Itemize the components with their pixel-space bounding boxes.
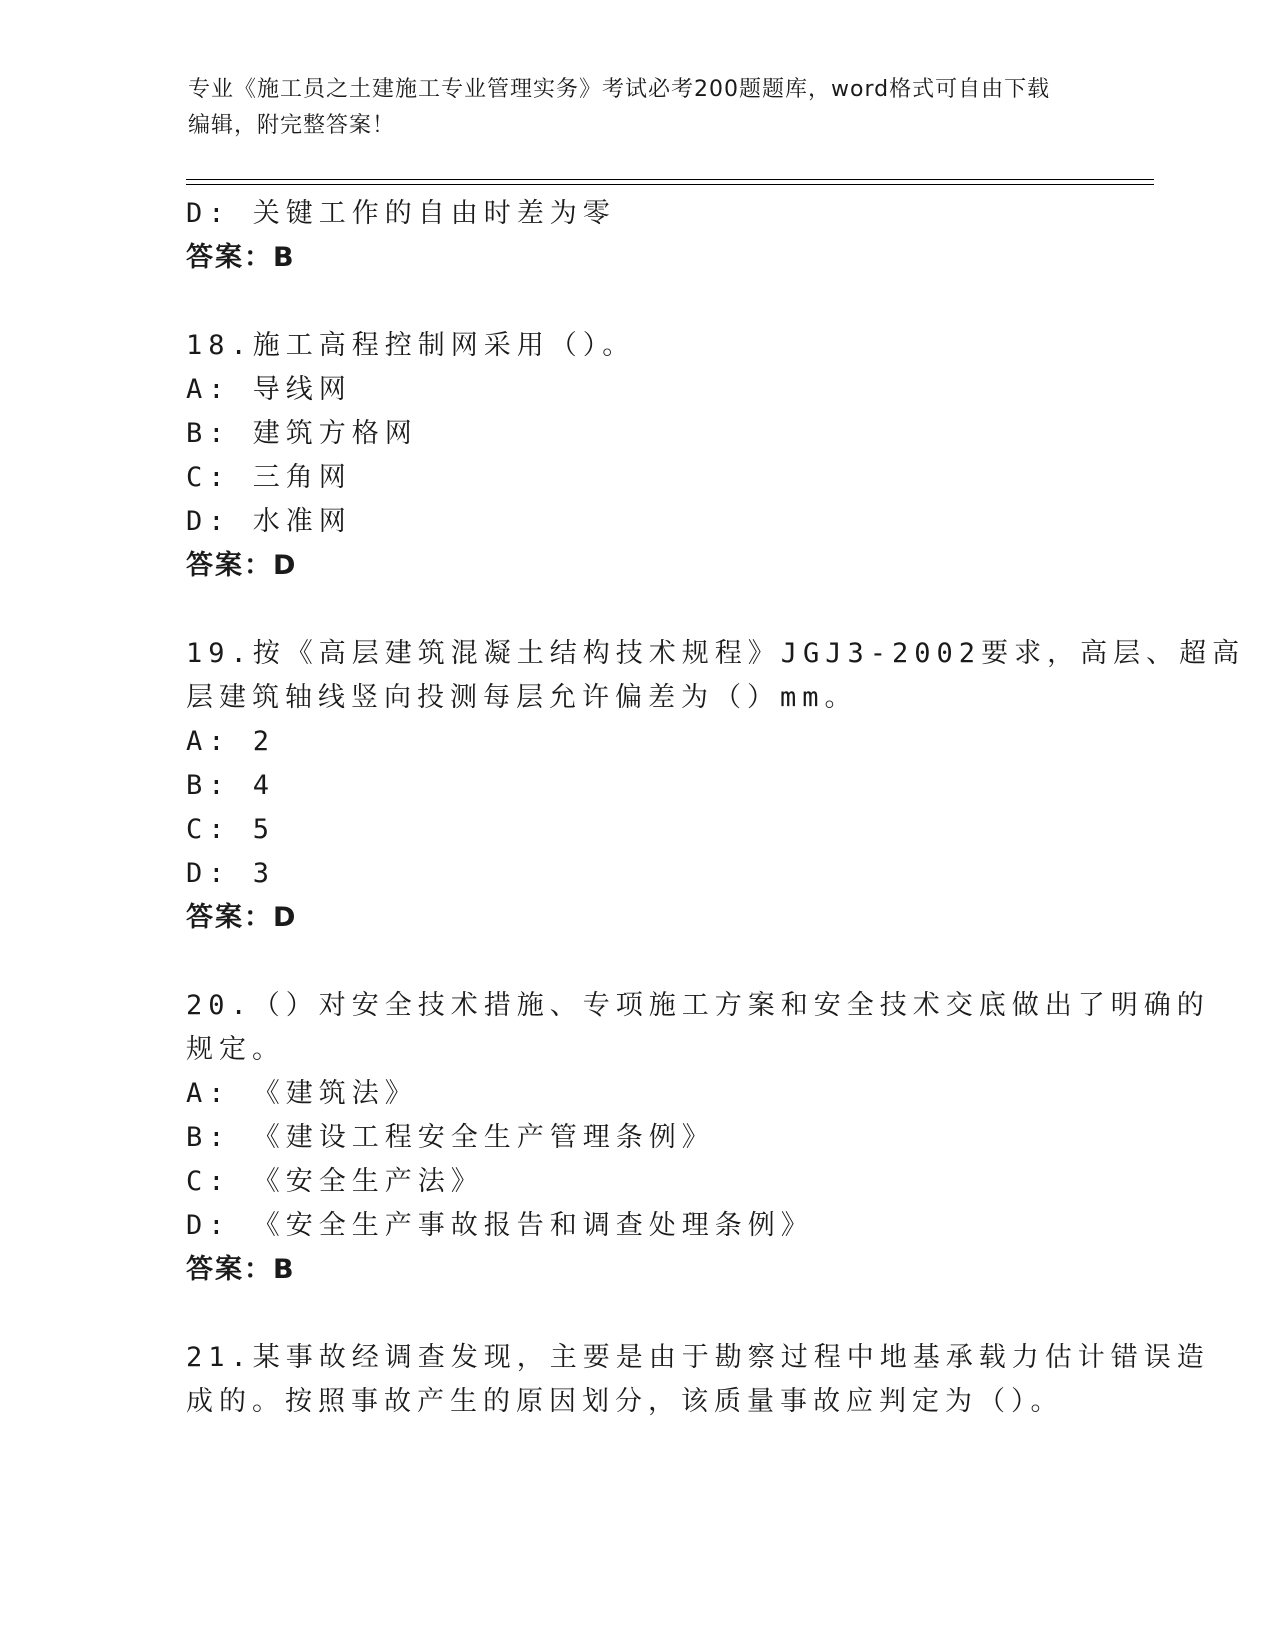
q18-stem: 18.施工高程控制网采用（）。 xyxy=(186,330,636,361)
q18-option-d: D: 水准网 xyxy=(186,506,352,537)
q21-stem-line-2: 成的。按照事故产生的原因划分，该质量事故应判定为（）。 xyxy=(186,1386,1064,1417)
q19-option-c: C: 5 xyxy=(186,814,276,845)
document-header: 专业《施工员之土建施工专业管理实务》考试必考200题题库，word格式可自由下载编辑，附完整答案！ xyxy=(188,77,1051,138)
q20-option-a: A: 《建筑法》 xyxy=(186,1078,418,1109)
q19-stem-line-1: 19.按《高层建筑混凝土结构技术规程》JGJ3-2002要求，高层、超高 xyxy=(186,638,1246,669)
q20-option-b: B: 《建设工程安全生产管理条例》 xyxy=(186,1122,715,1153)
q17-answer: 答案：B xyxy=(186,242,296,273)
q19-option-b: B: 4 xyxy=(186,770,276,801)
q18-option-b: B: 建筑方格网 xyxy=(186,418,418,449)
header-divider-thin xyxy=(186,184,1154,185)
q20-answer: 答案：B xyxy=(186,1254,296,1285)
q20-stem-line-2: 规定。 xyxy=(186,1034,285,1065)
q19-option-d: D: 3 xyxy=(186,858,276,889)
q17-option-d: D: 关键工作的自由时差为零 xyxy=(186,198,616,229)
q18-option-a: A: 导线网 xyxy=(186,374,352,405)
header-divider-thick xyxy=(186,179,1154,180)
q19-stem-line-2: 层建筑轴线竖向投测每层允许偏差为（）mm。 xyxy=(186,682,858,713)
q19-answer: 答案：D xyxy=(186,902,298,933)
q21-stem-line-1: 21.某事故经调查发现，主要是由于勘察过程中地基承载力估计错误造 xyxy=(186,1342,1210,1373)
q18-option-c: C: 三角网 xyxy=(186,462,352,493)
q20-stem-line-1: 20.（）对安全技术措施、专项施工方案和安全技术交底做出了明确的 xyxy=(186,990,1210,1021)
q18-answer: 答案：D xyxy=(186,550,298,581)
q19-option-a: A: 2 xyxy=(186,726,276,757)
q20-option-c: C: 《安全生产法》 xyxy=(186,1166,484,1197)
q20-option-d: D: 《安全生产事故报告和调查处理条例》 xyxy=(186,1210,814,1241)
